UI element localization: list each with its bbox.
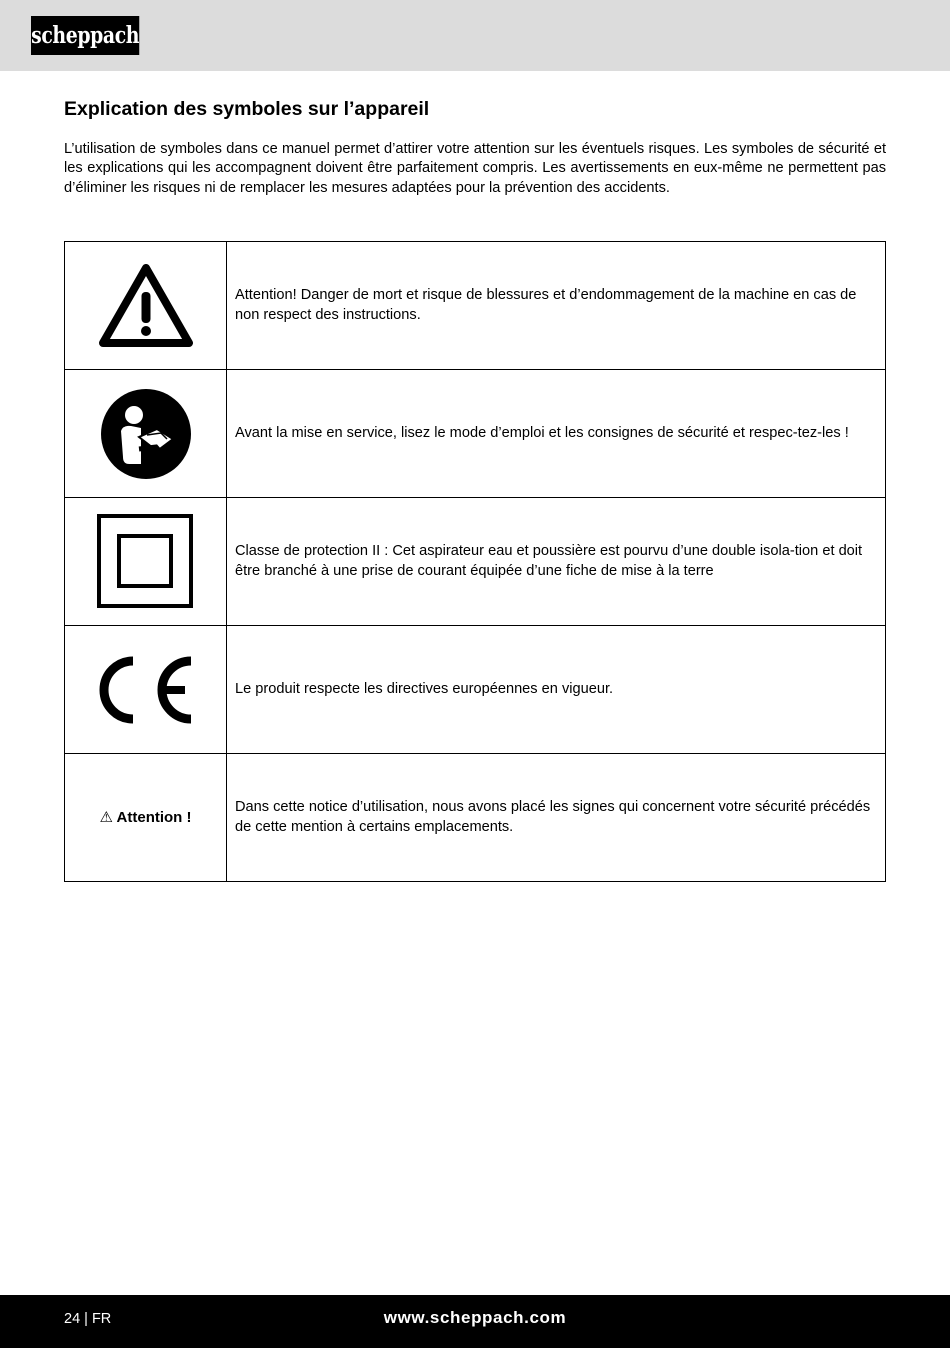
page-header (0, 0, 950, 71)
symbol-cell (65, 370, 227, 498)
symbol-row-ce (65, 626, 886, 754)
symbol-row-attention (65, 754, 886, 882)
symbol-description: Avant la mise en service, lisez le mode d’emploi et les consignes de sécurité et respec-tez-les ! (227, 370, 886, 498)
website-link[interactable]: www.scheppach.com (383, 1308, 567, 1327)
symbol-description: Dans cette notice d’utilisation, nous avons placé les signes qui concernent votre sécurité précédés de cette mention à certains emplacements. (227, 754, 886, 882)
symbol-cell (65, 498, 227, 626)
intro-paragraph: L’utilisation de symboles dans ce manuel permet d’attirer votre attention sur les éventuels risques. Les symboles de sécurité et les explications qui les accompagnent doivent être parfaitement compris. Les avertissements en eux-même ne permettent pas d’éliminer les risques ni de remplacer les mesures adaptées pour la prévention des accidents. (64, 141, 886, 196)
read-manual-icon (101, 389, 191, 479)
ce-mark-icon (97, 655, 195, 725)
symbol-description: Le produit respecte les directives européennes en vigueur. (227, 626, 886, 754)
page-footer (0, 1295, 950, 1348)
symbol-cell (65, 242, 227, 370)
symbol-row-protection-class (65, 498, 886, 626)
section-title: Explication des symboles sur l’appareil (64, 98, 430, 120)
scheppach-logo: scheppach (31, 16, 139, 55)
symbols-table (64, 241, 886, 882)
symbol-row-read-manual (65, 370, 886, 498)
attention-label: ⚠ Attention ! (99, 809, 192, 826)
symbol-cell (65, 754, 227, 882)
page-number: 24 | FR (64, 1311, 112, 1327)
symbol-description: Classe de protection II : Cet aspirateur eau et poussière est pourvu d’une double isola-tion et doit être branché à une prise de courant équipée d’une fiche de mise à la terre (227, 498, 886, 626)
symbol-row-warning (65, 242, 886, 370)
protection-class-2-icon (97, 514, 195, 610)
warning-triangle-icon (99, 264, 193, 348)
symbol-description: Attention! Danger de mort et risque de blessures et d’endommagement de la machine en cas de non respect des instructions. (227, 242, 886, 370)
symbol-cell (65, 626, 227, 754)
